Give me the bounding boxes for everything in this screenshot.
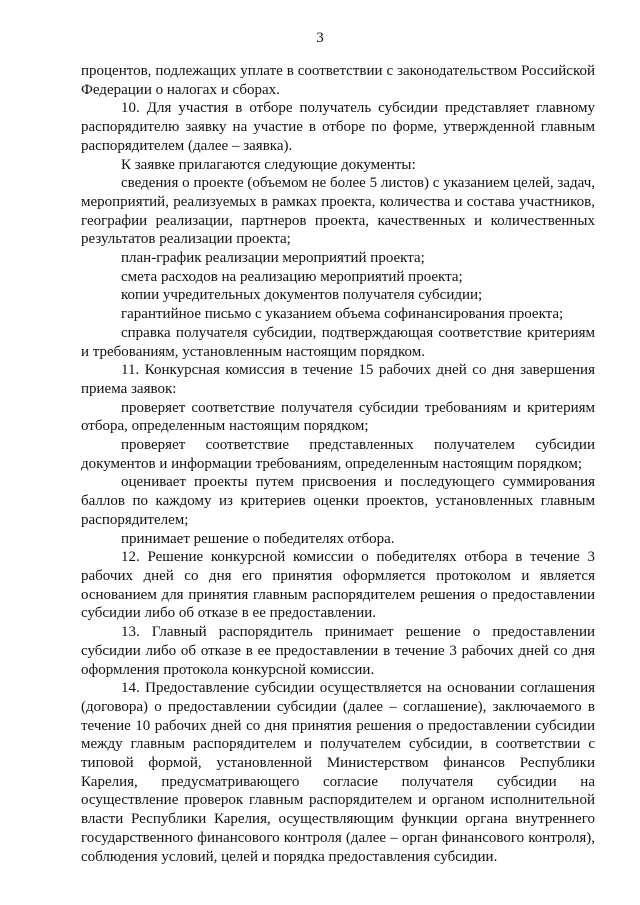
list-item: проверяет соответствие получателя субсидии требованиям и критериям отбора, определенным настоящим порядком; — [81, 399, 595, 435]
paragraph: К заявке прилагаются следующие документы: — [121, 156, 416, 173]
list-item: сведения о проекте (объемом не более 5 листов) с указанием целей, задач, мероприятий, реализуемых в рамках проекта, количества и состава участников, географии реализации, партнеров проекта, качественных и количественных результатов реализации проекта; — [81, 175, 595, 248]
list-item: оценивает проекты путем присвоения и последующего суммирования баллов по каждому из критериев оценки проектов, установленных главным распорядителем; — [81, 474, 595, 528]
list-item: план-график реализации мероприятий проекта; — [121, 250, 425, 267]
paragraph-item-12: 12. Решение конкурсной комиссии о победителях отбора в течение 3 рабочих дней со дня его принятия оформляется протоколом и является основанием для принятия главным распорядителем решения о предоставлении субсидии либо об отказе в ее предоставлении. — [81, 549, 595, 622]
document-body — [81, 62, 595, 866]
paragraph-item-13: 13. Главный распорядитель принимает решение о предоставлении субсидии либо об отказе в ее предоставлении в течение 3 рабочих дней со дня оформления протокола конкурсной комиссии. — [81, 624, 595, 678]
list-item: принимает решение о победителях отбора. — [121, 530, 395, 547]
list-item: проверяет соответствие представленных получателем субсидии документов и информации требованиям, определенным настоящим порядком; — [81, 437, 595, 472]
paragraph-item-11: 11. Конкурсная комиссия в течение 15 рабочих дней со дня завершения приема заявок: — [81, 362, 595, 397]
paragraph: процентов, подлежащих уплате в соответствии с законодательством Российской Федерации о налогах и сборах. — [81, 63, 595, 98]
page-number: 3 — [316, 30, 324, 46]
list-item: копии учредительных документов получателя субсидии; — [121, 287, 483, 304]
list-item: справка получателя субсидии, подтверждающая соответствие критериям и требованиям, установленным настоящим порядком. — [81, 324, 595, 360]
list-item: гарантийное письмо с указанием объема софинансирования проекта; — [121, 306, 564, 323]
paragraph-item-10: 10. Для участия в отборе получатель субсидии представляет главному распорядителю заявку на участие в отборе по форме, утвержденной главным распорядителем (далее – заявка). — [81, 100, 595, 154]
list-item: смета расходов на реализацию мероприятий проекта; — [121, 268, 463, 285]
paragraph-item-14: 14. Предоставление субсидии осуществляется на основании соглашения (договора) о предоставлении субсидии (далее – соглашение), заключаемого в течение 10 рабочих дней со дня принятия решения о предоставлении субсидии между главным распорядителем и получателем субсидии, в соответствии с типовой формой, установленной Министерством финансов Республики Карелия, предусматривающего согласие получателя субсидии на осуществление проверок главным распорядителем и органом исполнительной власти Республики Карелия, осуществляющим функции органа внутреннего государственного финансового контроля (далее – орган финансового контроля), соблюдения условий, целей и порядка предоставления субсидии. — [81, 680, 595, 865]
